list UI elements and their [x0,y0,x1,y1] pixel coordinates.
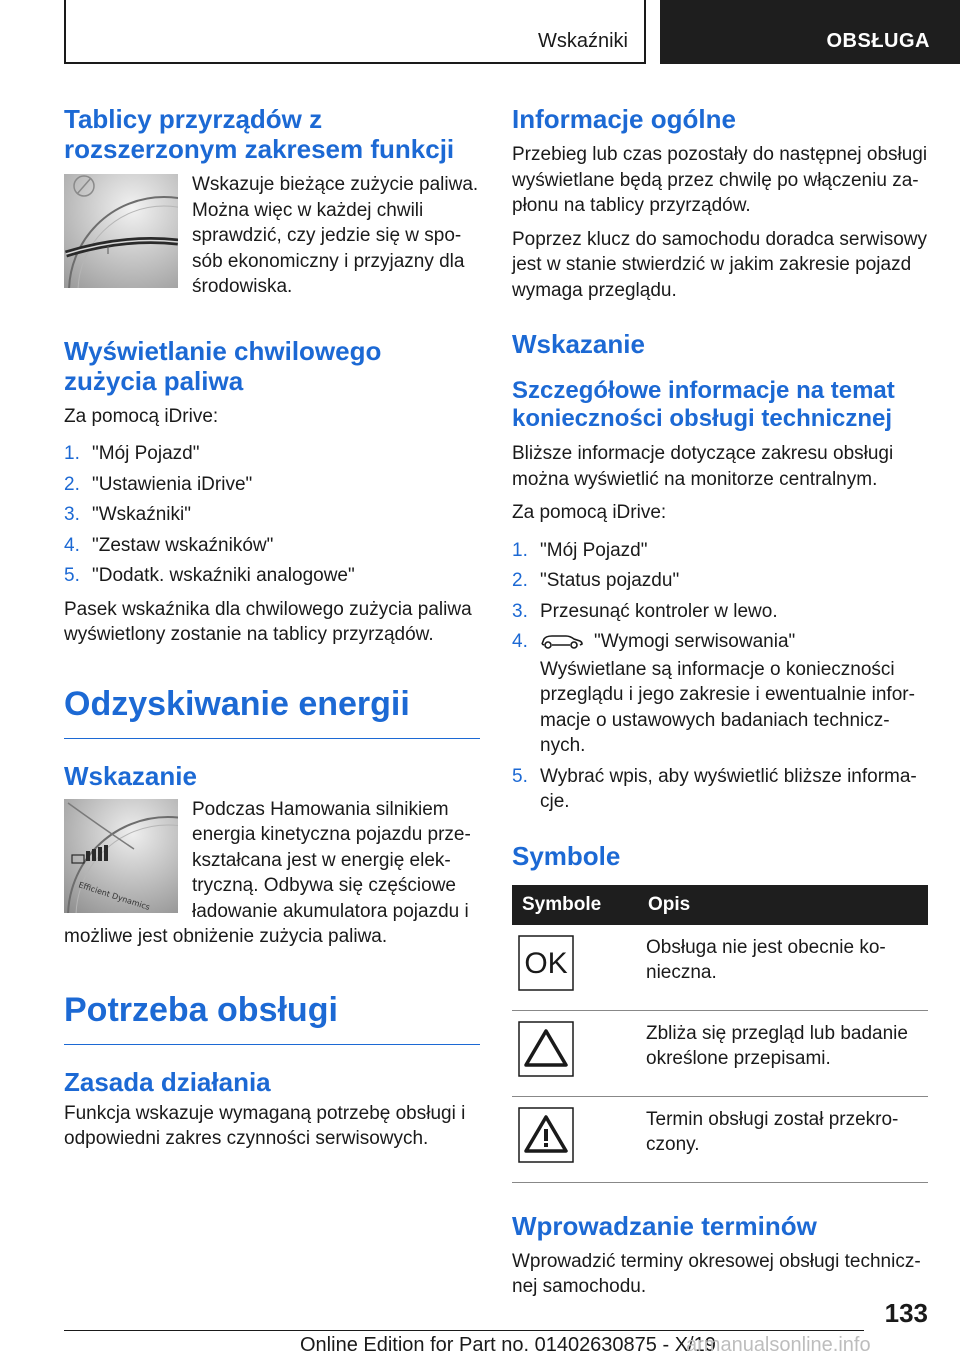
cluster-gauge-image [64,174,178,288]
list-item: 5. Wybrać wpis, aby wyświetlić bliższe informa-cje. [512,765,917,812]
consumption-steps [64,441,480,589]
subheading-principle: Zasada działania [64,1066,271,1097]
idrive-intro-left: Za pomocą iDrive: [64,405,219,427]
footer-divider [64,1330,864,1331]
heading-instant-consumption: Wyświetlanie chwilowego zużycia paliwa [64,335,382,396]
list-item: 4. "Zestaw wskaźników" [64,534,274,556]
energy-description: Podczas Hamowania silnikiem energia kinetyczna pojazdu prze-kształcana jest w energię elek-tryczną. Odbywa się częściowe ładowanie akumulatora pojazdu i możliwe jest obniżenie zużycia paliwa. [64,798,471,947]
list-item: 4. "Wymogi serwisowania" Wyświetlane są informacje o konieczności przeglądu i jego zakresie i ewentualnie infor-macje o ustawowych badaniach technicz-nych. [512,629,928,759]
list-item: 2. "Ustawienia iDrive" [64,473,253,495]
enter-dates-text: Wprowadzić terminy okresowej obsługi technicz-nej samochodu. [512,1250,921,1297]
table-row [512,925,928,1011]
description-col-header: Opis [638,885,928,925]
energy-gauge-image [64,799,178,913]
energy-description-block [64,797,480,950]
left-column [64,104,480,1160]
symbols-table [512,885,928,1183]
list-item: 3. "Wskaźniki" [64,504,191,525]
page-header [64,0,960,66]
service-steps [512,538,928,815]
cluster-description-block [64,172,480,300]
edition-info: Online Edition for Part no. 01402630875 - X/19 [300,1334,716,1356]
heading-symbols: Symbole [512,840,621,871]
warning-triangle-icon [518,1021,574,1077]
right-column [512,104,928,1308]
list-item: 1. "Mój Pojazd" [64,443,200,464]
list-item: 5. "Dodatk. wskaźniki analogowe" [64,565,355,586]
energy-image-label: Efficient Dynamics [77,879,152,912]
subheading-energy-display: Wskazanie [64,760,197,791]
symbol-desc: Termin obsługi został przekro-czony. [638,1096,928,1182]
general-info-p1: Przebieg lub czas pozostały do następnej obsługi wyświetlane będą przez chwilę po włączeniu za-płonu na tablicy przyrządów. [512,144,928,216]
gauge-illustration-icon [64,174,178,288]
header-chapter-tab [660,0,960,64]
table-header-row [512,885,928,925]
consumption-after-text: Pasek wskaźnika dla chwilowego zużycia paliwa wyświetlony zostanie na tablicy przyrządów. [64,598,472,645]
heading-enter-dates: Wprowadzanie terminów [512,1210,817,1241]
symbol-desc: Zbliża się przegląd lub badanie określone przepisami. [638,1010,928,1096]
table-row [512,1096,928,1182]
list-item: 1. "Mój Pojazd" [512,539,648,561]
header-section-label: Wskaźniki [537,30,628,52]
service-details-text: Bliższe informacje dotyczące zakresu obsługi można wyświetlić na monitorze centralnym. [512,443,894,490]
watermark: armanualsonline.info [686,1334,871,1356]
general-info-p2: Poprzez klucz do samochodu doradca serwisowy jest w stanie stwierdzić w jakim zakresie pojazd wymaga przeglądu. [512,228,928,301]
car-service-icon [540,631,584,649]
list-item: 2. "Status pojazdu" [512,570,680,591]
heading-general-info: Informacje ogólne [512,104,736,134]
service-principle-text: Funkcja wskazuje wymaganą potrzebę obsługi i odpowiedni zakres czynności serwisowych. [64,1102,466,1149]
table-row [512,1010,928,1096]
ok-icon [518,935,574,991]
header-chapter-label: OBSŁUGA [826,30,930,52]
symbols-col-header: Symbole [512,885,638,925]
cluster-description: Wskazuje bieżące zużycie paliwa. Można więc w każdej chwili sprawdzić, czy jedzie się w spo-sób ekonomiczny i przyjazny dla środowiska. [192,174,479,297]
warning-triangle-exclamation-icon [518,1107,574,1163]
service-step-4-detail: Wyświetlane są informacje o konieczności przeglądu i jego zakresie i ewentualnie infor-macje o ustawowych badaniach technicz-nych. [540,658,915,756]
heading-extended-cluster: Tablicy przyrządów z rozszerzonym zakresem funkcji [64,104,455,164]
header-section-tab [64,0,646,64]
heading-display: Wskazanie [512,329,645,359]
heading-service-need: Potrzeba obsługi [64,990,480,1045]
subheading-service-details: Szczegółowe informacje na temat konieczności obsługi technicznej [512,377,895,432]
list-item: 3. Przesunąć kontroler w lewo. [512,600,778,622]
symbol-desc: Obsługa nie jest obecnie ko-nieczna. [638,925,928,1011]
page-number: 133 [884,1298,928,1328]
efficient-dynamics-gauge-icon [64,799,178,913]
svg-text:OK: OK [524,946,568,980]
heading-energy-recovery: Odzyskiwanie energii [64,684,480,739]
idrive-intro-right: Za pomocą iDrive: [512,502,667,523]
